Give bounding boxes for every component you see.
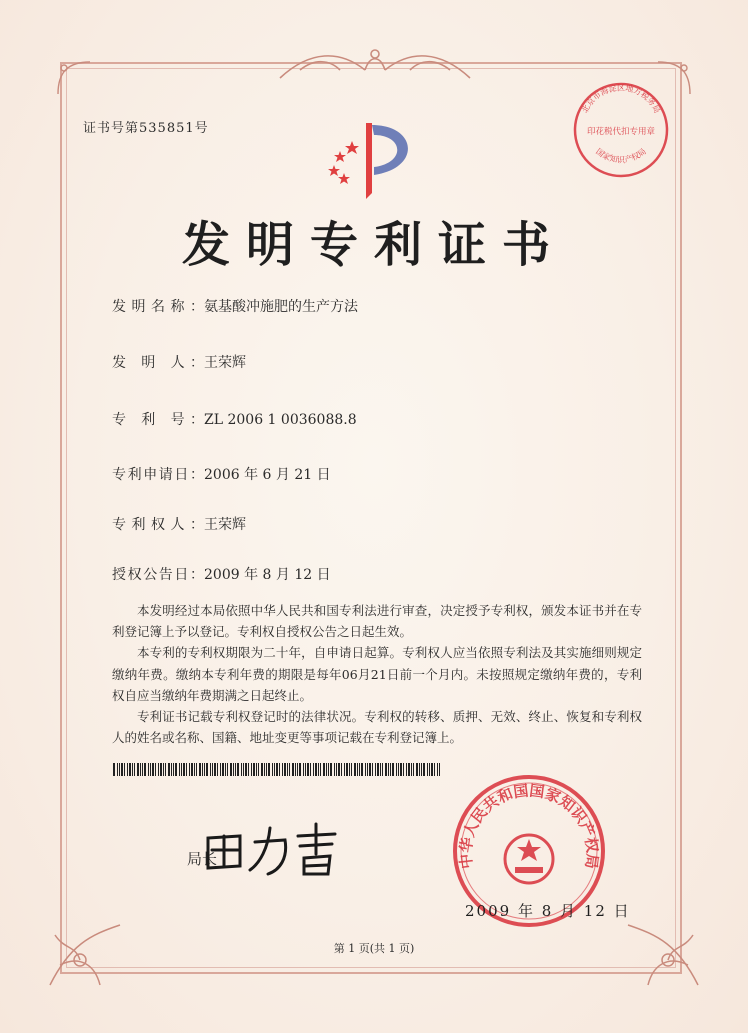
certificate-title: 发明专利证书 [181,217,566,273]
field-label: 专利权人： [112,517,204,533]
corner-ornament-tl [54,58,94,98]
field-label: 授权公告日： [112,567,204,583]
tax-seal-icon [571,80,671,180]
field-inventor [112,352,246,372]
field-value: 2006 年 6 月 21 日 [204,467,331,483]
field-label: 专利申请日： [112,467,204,483]
issue-date: 2009 年 8 月 12 日 [465,902,631,920]
field-application-date [112,464,331,484]
director-signature [200,818,345,878]
certificate-number: 证书号第535851号 [83,121,209,136]
field-value: ZL 2006 1 0036088.8 [204,412,357,428]
patent-office-emblem-icon [322,113,432,203]
paragraph-examination: 本发明经过本局依照中华人民共和国专利法进行审查，决定授予专利权，颁发本证书并在专利登记簿上予以登记。专利权自授权公告之日起生效。 [112,603,642,640]
director-label: 局长 [187,850,218,868]
field-value: 王荣辉 [204,517,246,533]
field-label: 专 利 号： [112,412,204,428]
field-invention-name [112,296,358,316]
paragraph-legal-status: 专利证书记载专利权登记时的法律状况。专利权的转移、质押、无效、终止、恢复和专利权人的姓名或名称、国籍、地址变更等事项记载在专利登记簿上。 [112,709,642,746]
field-value: 王荣辉 [204,355,246,371]
svg-text:中华人民共和国国家知识产权局: 中华人民共和国国家知识产权局 [456,781,602,870]
field-value: 2009 年 8 月 12 日 [204,567,331,583]
field-value: 氨基酸冲施肥的生产方法 [204,299,358,315]
paragraph-term: 本专利的专利权期限为二十年，自申请日起算。专利权人应当依照专利法及其实施细则规定缴纳年费。缴纳本专利年费的期限是每年06月21日前一个月内。未按照规定缴纳年费的，专利权自应当缴纳年费期满之日起终止。 [112,645,642,703]
tax-seal-center-text: 印花税代扣专用章 [586,127,656,137]
barcode [113,763,440,776]
field-label: 发明名称： [112,299,204,315]
svg-text:国家知识产权局: 国家知识产权局 [594,146,648,165]
top-ornament [270,40,480,88]
page-number: 第 1 页(共 1 页) [333,942,415,955]
certificate-body [112,600,642,748]
field-label: 发 明 人： [112,355,204,371]
field-grant-date [112,564,331,584]
field-patent-number [112,409,357,429]
field-patentee [112,514,246,534]
svg-text:北京市海淀区地方税务局: 北京市海淀区地方税务局 [580,83,662,115]
